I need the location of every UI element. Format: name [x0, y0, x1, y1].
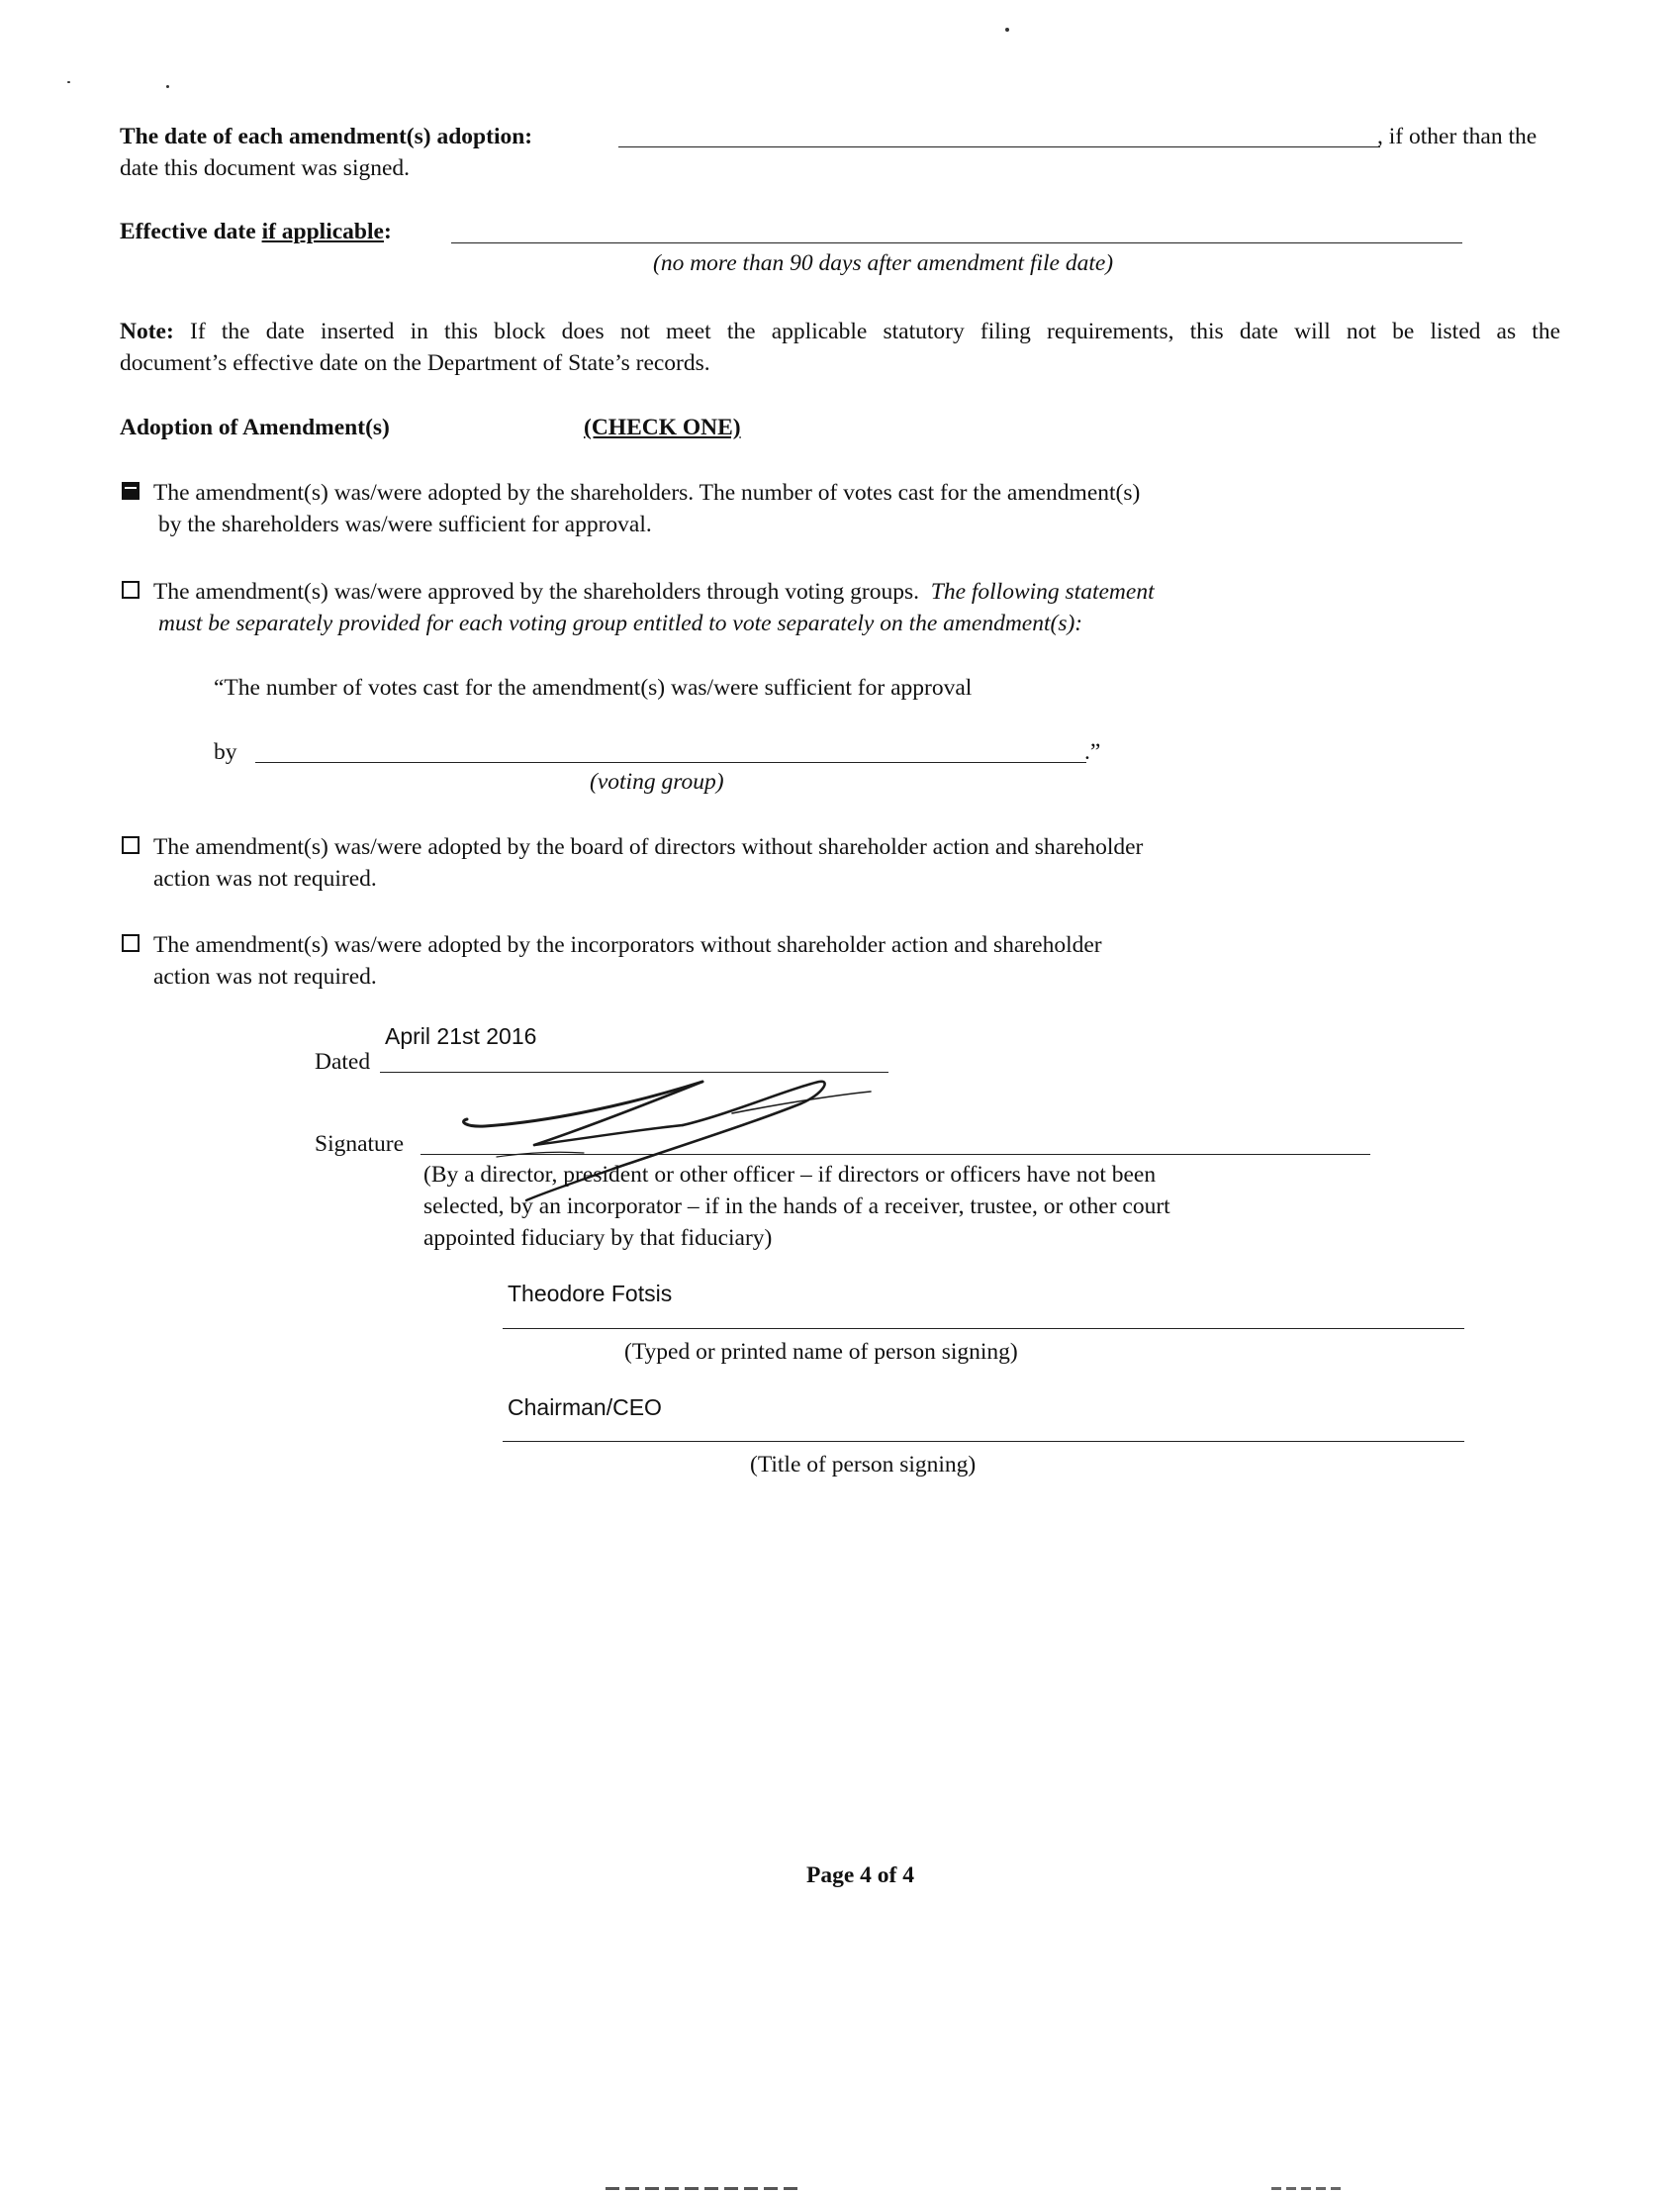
amendment-date-suffix: , if other than the [1377, 124, 1538, 149]
voting-group-caption: (voting group) [590, 769, 724, 795]
option-shareholders-line-1: The amendment(s) was/were adopted by the shareholders. The number of votes cast for the amendment(s) [153, 480, 1141, 506]
dated-line [380, 1072, 888, 1073]
dated-value: April 21st 2016 [385, 1023, 537, 1049]
voting-by-end: .” [1084, 739, 1101, 765]
option-board-line-1: The amendment(s) was/were adopted by the board of directors without shareholder action and shareholder [153, 834, 1144, 860]
amendment-date-continuation: date this document was signed. [120, 155, 411, 181]
printed-name-line [503, 1328, 1464, 1329]
scan-artifact [1271, 2187, 1341, 2190]
signer-note-line-1: (By a director, president or other officer – if directors or officers have not been [423, 1162, 1157, 1188]
option-voting-groups-checkbox[interactable] [122, 581, 140, 599]
voting-statement: “The number of votes cast for the amendment(s) was/were sufficient for approval [214, 675, 973, 701]
printed-name-caption: (Typed or printed name of person signing) [624, 1339, 1018, 1365]
scan-speck [166, 85, 169, 88]
effective-date-note: (no more than 90 days after amendment file date) [653, 250, 1114, 276]
option-shareholders-line-2: by the shareholders was/were sufficient for approval. [158, 512, 652, 537]
check-one-label: (CHECK ONE) [584, 415, 741, 440]
scan-speck [67, 81, 70, 83]
note-line-2: document’s effective date on the Department of State’s records. [120, 350, 710, 376]
option-shareholders-checkbox[interactable] [122, 482, 140, 500]
amendment-date-line [618, 146, 1380, 147]
adoption-heading: Adoption of Amendment(s) [120, 415, 390, 440]
amendment-date-label: The date of each amendment(s) adoption: [120, 124, 533, 149]
scan-artifact [606, 2187, 798, 2190]
signer-title-line [503, 1441, 1464, 1442]
signer-note-line-2: selected, by an incorporator – if in the hands of a receiver, trustee, or other court [423, 1193, 1170, 1219]
option-voting-groups-line-1: The amendment(s) was/were approved by the shareholders through voting groups. The following statement [153, 579, 1155, 605]
option-board-checkbox[interactable] [122, 836, 140, 854]
page-number: Page 4 of 4 [806, 1862, 914, 1888]
note-line-1: Note: If the date inserted in this block does not meet the applicable statutory filing requirements, this date will not be listed as the [120, 319, 1561, 344]
option-incorporators-checkbox[interactable] [122, 934, 140, 952]
scan-speck [1005, 28, 1009, 32]
printed-name: Theodore Fotsis [508, 1281, 673, 1306]
option-incorporators-line-2: action was not required. [153, 964, 377, 990]
voting-by-label: by [214, 739, 237, 765]
option-incorporators-line-1: The amendment(s) was/were adopted by the incorporators without shareholder action and shareholder [153, 932, 1102, 958]
voting-group-line [255, 762, 1086, 763]
signature-label: Signature [315, 1131, 405, 1157]
effective-date-label: Effective date if applicable: [120, 219, 392, 244]
signer-note-line-3: appointed fiduciary by that fiduciary) [423, 1225, 773, 1251]
option-voting-groups-line-2: must be separately provided for each voting group entitled to vote separately on the amendment(s): [158, 611, 1083, 636]
dated-label: Dated [315, 1049, 371, 1075]
option-board-line-2: action was not required. [153, 866, 377, 892]
signer-title: Chairman/CEO [508, 1394, 662, 1420]
effective-date-line [451, 242, 1462, 243]
signer-title-caption: (Title of person signing) [750, 1452, 977, 1478]
